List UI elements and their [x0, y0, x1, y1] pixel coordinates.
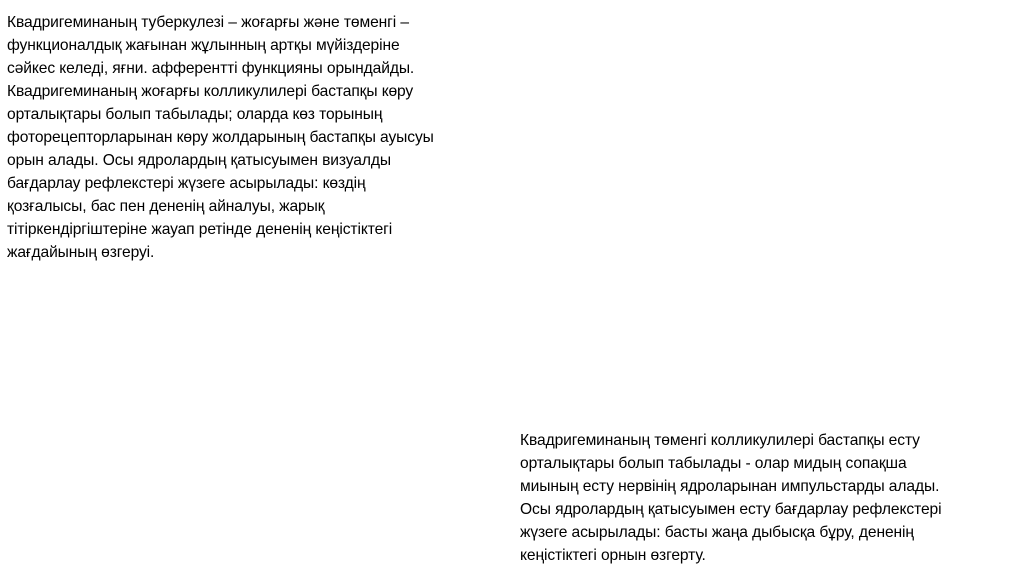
- bottom-paragraph-line: Осы ядролардың қатысуымен есту бағдарлау рефлекстері: [520, 501, 942, 518]
- top-paragraph-line: орын алады. Осы ядролардың қатысуымен визуалды: [7, 152, 391, 169]
- bottom-paragraph-line: жүзеге асырылады: басты жаңа дыбысқа бұру, дененің: [520, 524, 914, 541]
- bottom-paragraph-line: Квадригеминаның төменгі колликулилері бастапқы есту: [520, 432, 920, 449]
- bottom-paragraph-line: миының есту нервінің ядроларынан импульстарды алады.: [520, 478, 940, 495]
- bottom-paragraph: [520, 429, 1015, 567]
- top-paragraph-line: фоторецепторларынан көру жолдарының бастапқы ауысуы: [7, 129, 434, 146]
- top-paragraph-line: Квадригеминаның туберкулезі – жоғарғы және төменгі –: [7, 14, 409, 31]
- top-paragraph-line: Квадригеминаның жоғарғы колликулилері бастапқы көру: [7, 83, 414, 100]
- top-paragraph: [7, 11, 507, 264]
- bottom-paragraph-line: орталықтары болып табылады - олар мидың сопақша: [520, 455, 907, 472]
- top-paragraph-line: тітіркендіргіштеріне жауап ретінде дененің кеңістіктегі: [7, 221, 393, 238]
- bottom-paragraph-line: кеңістіктегі орнын өзгерту.: [520, 547, 706, 564]
- top-paragraph-line: қозғалысы, бас пен дененің айналуы, жарық: [7, 198, 325, 215]
- top-paragraph-line: функционалдық жағынан жұлынның артқы мүйіздеріне: [7, 37, 400, 54]
- top-paragraph-line: жағдайының өзгеруі.: [7, 244, 155, 261]
- top-paragraph-line: орталықтары болып табылады; оларда көз торының: [7, 106, 383, 123]
- top-paragraph-line: бағдарлау рефлекстері жүзеге асырылады: көздің: [7, 175, 366, 192]
- top-paragraph-line: сәйкес келеді, яғни. афферентті функцияны орындайды.: [7, 60, 415, 77]
